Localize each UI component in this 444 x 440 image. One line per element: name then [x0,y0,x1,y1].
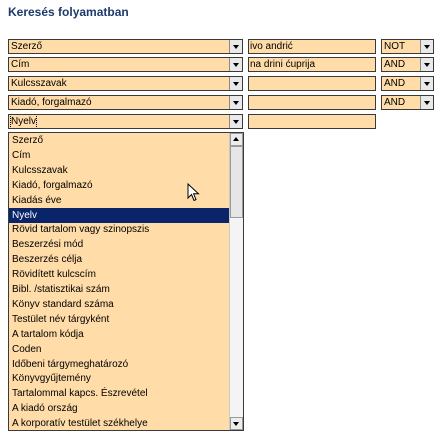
operator-select-1-value: NOT [384,41,406,52]
chevron-down-icon[interactable] [229,96,242,109]
field-select-3-value: Kulcsszavak [11,78,67,89]
dropdown-option[interactable]: Beszerzés célja [12,254,83,266]
dropdown-option[interactable]: Rövid tartalom vagy szinopszis [12,224,150,236]
field-select-2[interactable] [8,57,243,72]
field-select-2-value: Cím [11,59,30,70]
dropdown-option[interactable]: Kiadó, forgalmazó [12,179,93,191]
chevron-down-icon[interactable] [420,96,433,109]
dropdown-option[interactable]: Kiadás éve [12,194,62,206]
term-input-4[interactable] [248,95,376,110]
dropdown-option[interactable]: Tartalommal kapcs. Észrevétel [12,388,148,400]
term-input-3[interactable] [248,76,376,91]
dropdown-option[interactable]: Nyelv [9,208,229,223]
dropdown-option[interactable]: Beszerzési mód [12,239,84,251]
field-select-1[interactable] [8,39,243,54]
term-input-5[interactable] [248,114,376,129]
dropdown-option[interactable]: Rövidített kulcscím [12,269,96,281]
field-select-5-value: Nyelv [11,116,37,127]
field-dropdown-list[interactable] [8,132,244,431]
operator-select-1[interactable] [381,39,434,54]
chevron-down-icon[interactable] [229,58,242,71]
dropdown-option[interactable]: A kiadó ország [12,403,78,415]
chevron-down-icon[interactable] [420,77,433,90]
operator-select-3-value: AND [384,78,406,89]
dropdown-option[interactable]: Testület név tárgyként [12,313,110,325]
term-input-1[interactable]: ivo andrić [248,39,376,54]
page-title: Keresés folyamatban [8,5,129,19]
dropdown-option[interactable]: Szerző [12,135,44,146]
dropdown-option[interactable]: Coden [12,343,42,355]
chevron-down-icon[interactable] [229,77,242,90]
field-select-4-value: Kiadó, forgalmazó [11,97,92,108]
scroll-up-arrow-icon[interactable] [230,133,243,146]
chevron-down-icon[interactable] [420,40,433,53]
dropdown-option[interactable]: A tartalom kódja [12,328,84,340]
dropdown-option[interactable]: Kulcsszavak [12,164,68,176]
scroll-down-arrow-icon[interactable] [230,417,243,430]
field-select-1-value: Szerző [11,41,43,52]
dropdown-option[interactable]: Könyv standard száma [12,298,114,310]
operator-select-2[interactable] [381,57,434,72]
field-select-5[interactable] [8,114,243,129]
pointer-cursor-icon [187,183,201,203]
scrollbar-thumb[interactable] [230,146,243,218]
dropdown-option[interactable]: Cím [12,149,31,161]
field-select-3[interactable] [8,76,243,91]
operator-select-2-value: AND [384,59,406,70]
term-input-2[interactable]: na drini ćuprija [248,57,376,72]
dropdown-option[interactable]: A korporatív testület székhelye [12,418,148,430]
chevron-down-icon[interactable] [420,58,433,71]
operator-select-3[interactable] [381,76,434,91]
dropdown-scrollbar[interactable] [229,133,243,430]
chevron-down-icon[interactable] [229,115,242,128]
dropdown-option[interactable]: Időbeni tárgymeghatározó [12,358,129,370]
operator-select-4-value: AND [384,97,406,108]
dropdown-option[interactable]: Könyvgyűjtemény [12,373,91,385]
operator-select-4[interactable] [381,95,434,110]
chevron-down-icon[interactable] [229,40,242,53]
dropdown-option[interactable]: Bibl. /statisztikai szám [12,284,110,295]
field-select-4[interactable] [8,95,243,110]
